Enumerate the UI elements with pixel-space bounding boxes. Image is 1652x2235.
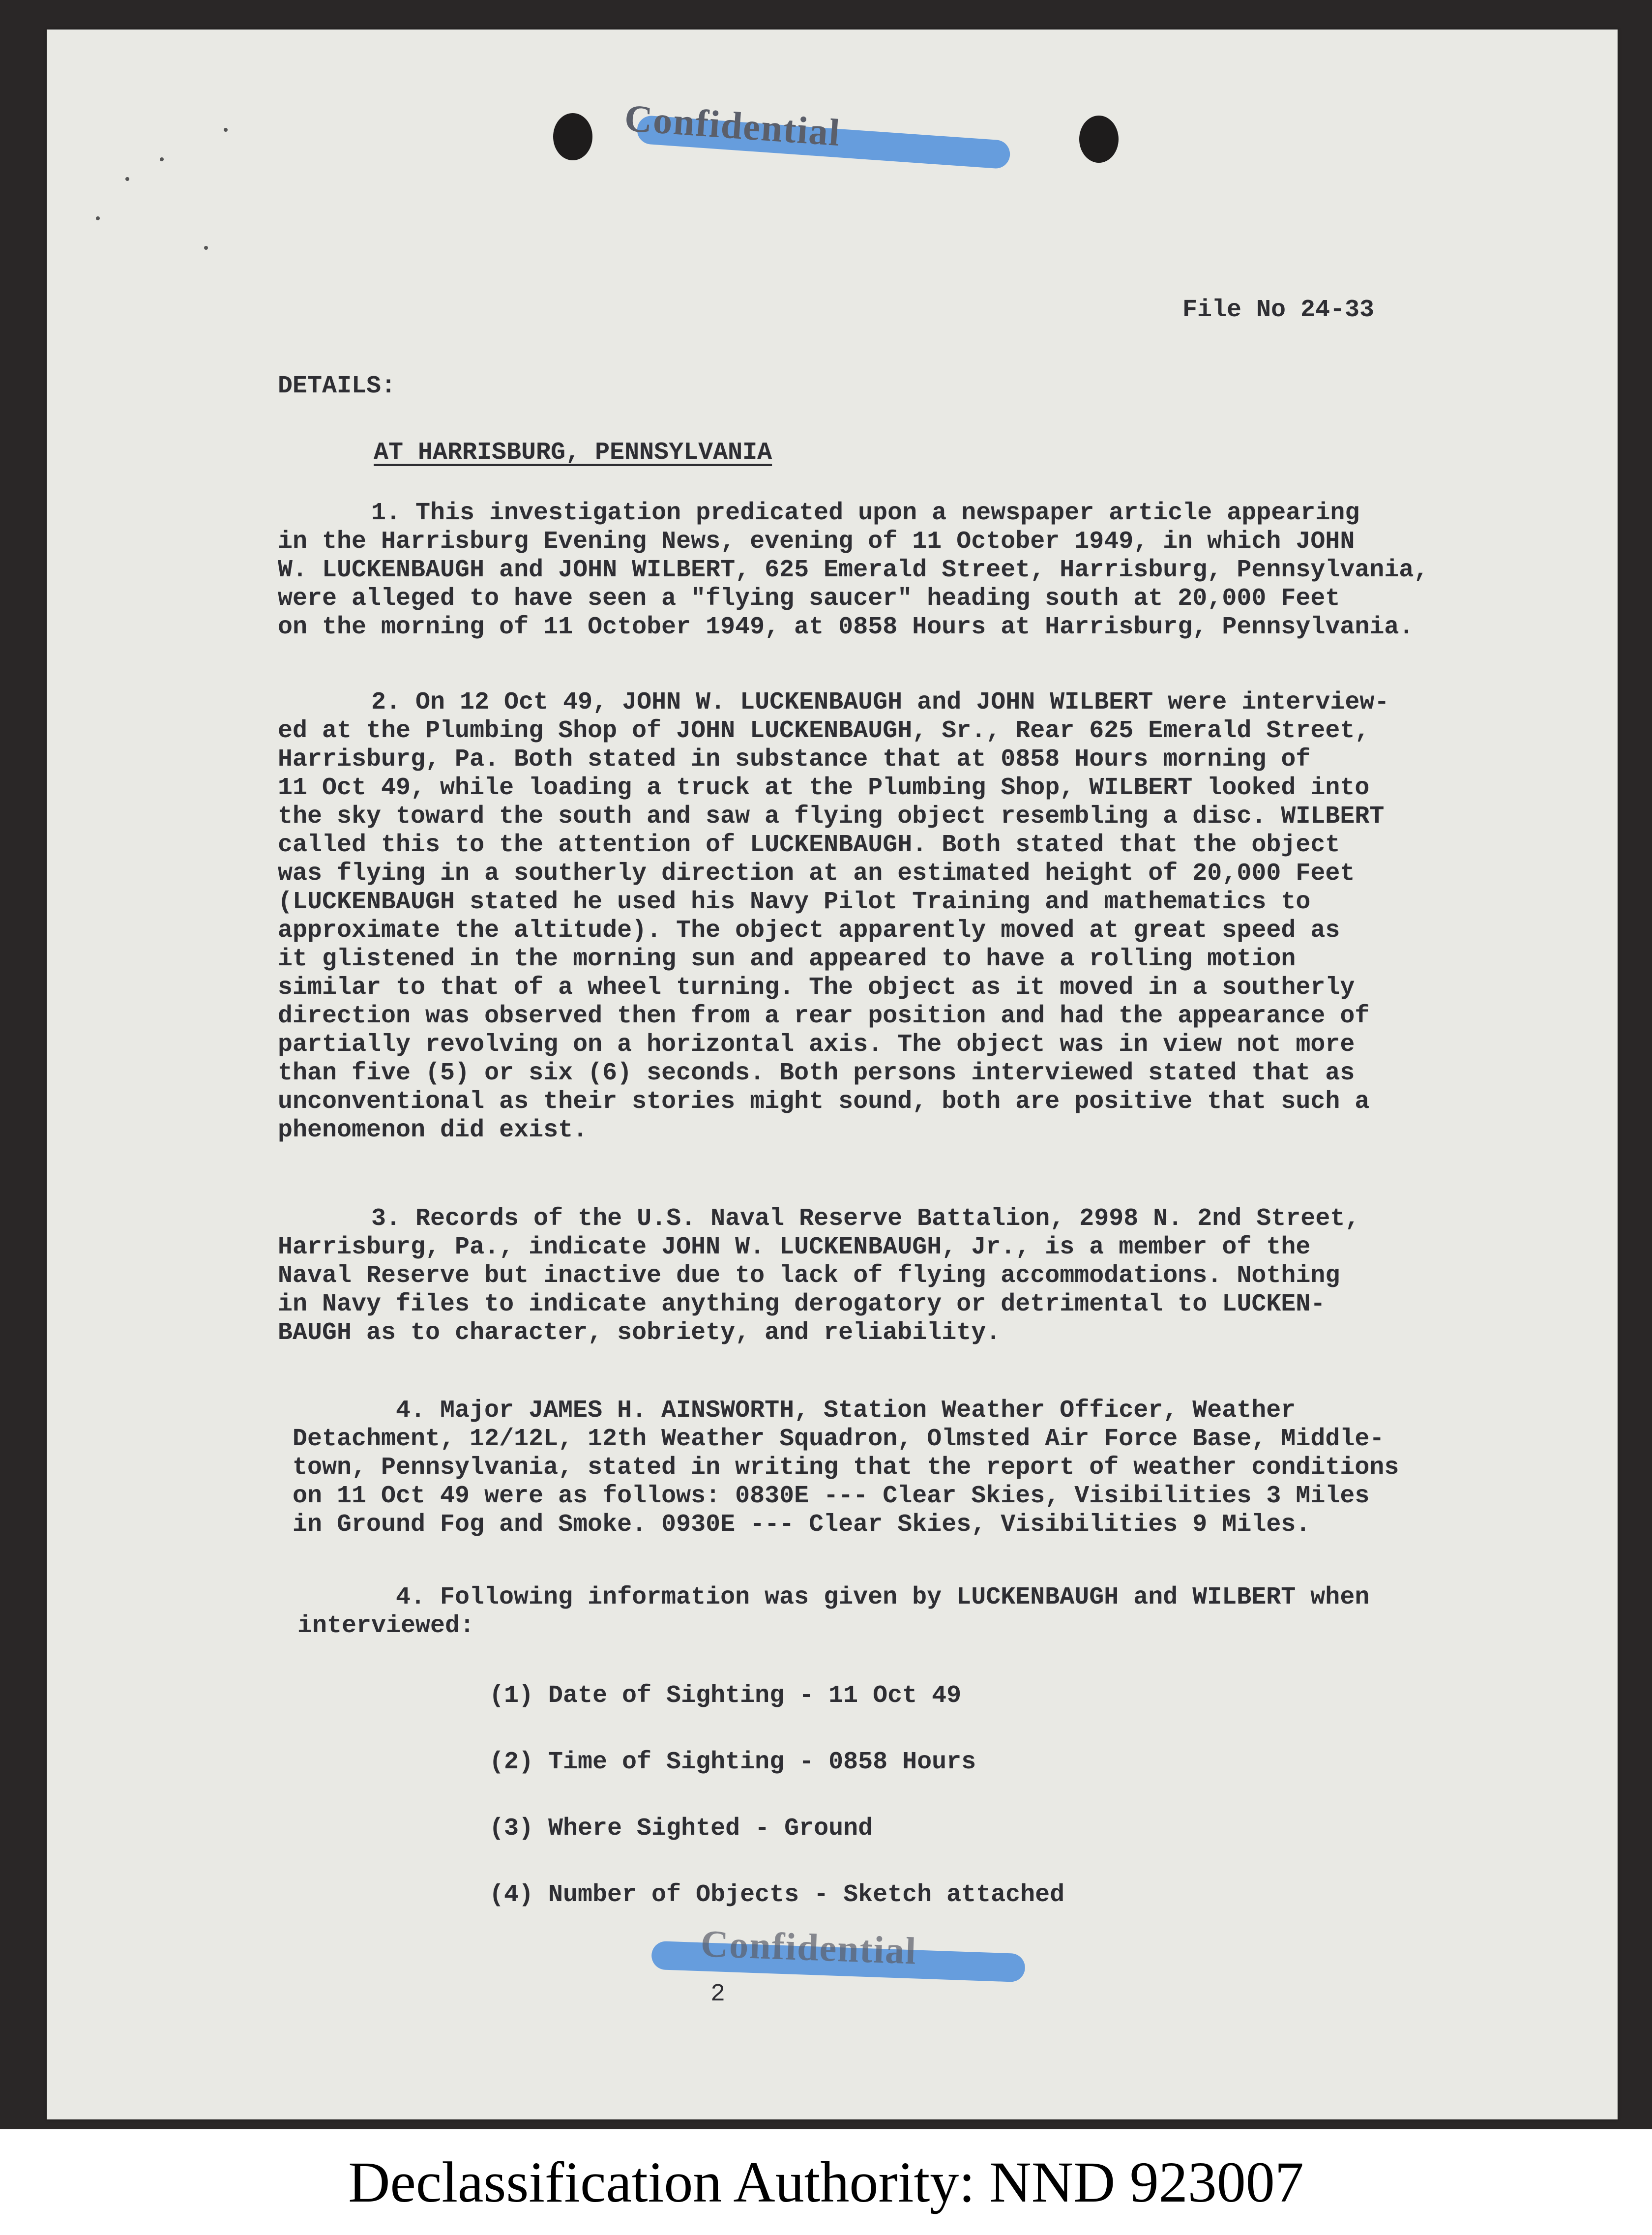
text-line: Harrisburg, Pa., indicate JOHN W. LUCKENBAUGH, Jr., is a member of the: [278, 1233, 1311, 1261]
text-line: 3. Records of the U.S. Naval Reserve Battalion, 2998 N. 2nd Street,: [371, 1205, 1360, 1233]
text-line: unconventional as their stories might sound, both are positive that such a: [278, 1088, 1370, 1116]
speck: [96, 216, 100, 220]
text-line: in the Harrisburg Evening News, evening of 11 October 1949, in which JOHN: [278, 528, 1355, 556]
text-line: on the morning of 11 October 1949, at 0858 Hours at Harrisburg, Pennsylvania.: [278, 613, 1414, 641]
punch-hole-left: [553, 113, 592, 160]
text-line: approximate the altitude). The object apparently moved at great speed as: [278, 917, 1340, 945]
list-item: (1) Date of Sighting - 11 Oct 49: [489, 1682, 962, 1710]
text-line: called this to the attention of LUCKENBAUGH. Both stated that the object: [278, 831, 1340, 859]
text-line: 2. On 12 Oct 49, JOHN W. LUCKENBAUGH and JOHN WILBERT were interview-: [371, 688, 1389, 716]
details-label: DETAILS:: [278, 372, 396, 400]
speck: [204, 246, 208, 250]
text-line: partially revolving on a horizontal axis. The object was in view not more: [278, 1031, 1355, 1059]
text-line: 1. This investigation predicated upon a newspaper article appearing: [371, 499, 1360, 527]
text-line: (LUCKENBAUGH stated he used his Navy Pilot Training and mathematics to: [278, 888, 1311, 916]
list-item: (2) Time of Sighting - 0858 Hours: [489, 1748, 976, 1776]
confidential-stamp-top: Confidential: [623, 96, 842, 154]
text-line: direction was observed then from a rear position and had the appearance of: [278, 1002, 1370, 1030]
text-line: it glistened in the morning sun and appeared to have a rolling motion: [278, 945, 1296, 973]
text-line: Naval Reserve but inactive due to lack of flying accommodations. Nothing: [278, 1262, 1340, 1290]
text-line: the sky toward the south and saw a flying object resembling a disc. WILBERT: [278, 803, 1385, 831]
text-line: ed at the Plumbing Shop of JOHN LUCKENBAUGH, Sr., Rear 625 Emerald Street,: [278, 717, 1370, 745]
text-line: 4. Major JAMES H. AINSWORTH, Station Weather Officer, Weather: [396, 1397, 1296, 1425]
speck: [160, 157, 164, 161]
text-line: 4. Following information was given by LUCKENBAUGH and WILBERT when: [396, 1583, 1370, 1611]
text-line: Detachment, 12/12L, 12th Weather Squadron, Olmsted Air Force Base, Middle-: [293, 1425, 1385, 1453]
list-item: (4) Number of Objects - Sketch attached: [489, 1881, 1065, 1909]
text-line: in Navy files to indicate anything derogatory or detrimental to LUCKEN-: [278, 1290, 1326, 1318]
text-line: W. LUCKENBAUGH and JOHN WILBERT, 625 Emerald Street, Harrisburg, Pennsylvania,: [278, 556, 1429, 584]
text-line: Harrisburg, Pa. Both stated in substance that at 0858 Hours morning of: [278, 745, 1311, 774]
location-heading: AT HARRISBURG, PENNSYLVANIA: [374, 439, 772, 467]
text-line: town, Pennsylvania, stated in writing that the report of weather conditions: [293, 1454, 1399, 1482]
text-line: phenomenon did exist.: [278, 1116, 588, 1144]
text-line: in Ground Fog and Smoke. 0930E --- Clear Skies, Visibilities 9 Miles.: [293, 1511, 1311, 1539]
confidential-stamp-bottom: Confidential: [700, 1922, 918, 1972]
text-line: similar to that of a wheel turning. The object as it moved in a southerly: [278, 974, 1355, 1002]
text-line: on 11 Oct 49 were as follows: 0830E --- Clear Skies, Visibilities 3 Miles: [293, 1482, 1370, 1510]
text-line: BAUGH as to character, sobriety, and reliability.: [278, 1319, 1001, 1347]
text-line: was flying in a southerly direction at an estimated height of 20,000 Feet: [278, 860, 1355, 888]
text-line: were alleged to have seen a "flying saucer" heading south at 20,000 Feet: [278, 585, 1340, 613]
text-line: 11 Oct 49, while loading a truck at the Plumbing Shop, WILBERT looked into: [278, 774, 1370, 802]
document-page: [47, 30, 1618, 2119]
speck: [224, 128, 228, 132]
page-number: 2: [710, 1980, 726, 2008]
list-item: (3) Where Sighted - Ground: [489, 1815, 873, 1843]
speck: [125, 177, 129, 181]
punch-hole-right: [1079, 116, 1119, 163]
file-number: File No 24-33: [1182, 296, 1375, 324]
text-line: interviewed:: [297, 1612, 475, 1640]
declassification-footer: Declassification Authority: NND 923007: [348, 2149, 1304, 2214]
text-line: than five (5) or six (6) seconds. Both persons interviewed stated that as: [278, 1059, 1355, 1087]
